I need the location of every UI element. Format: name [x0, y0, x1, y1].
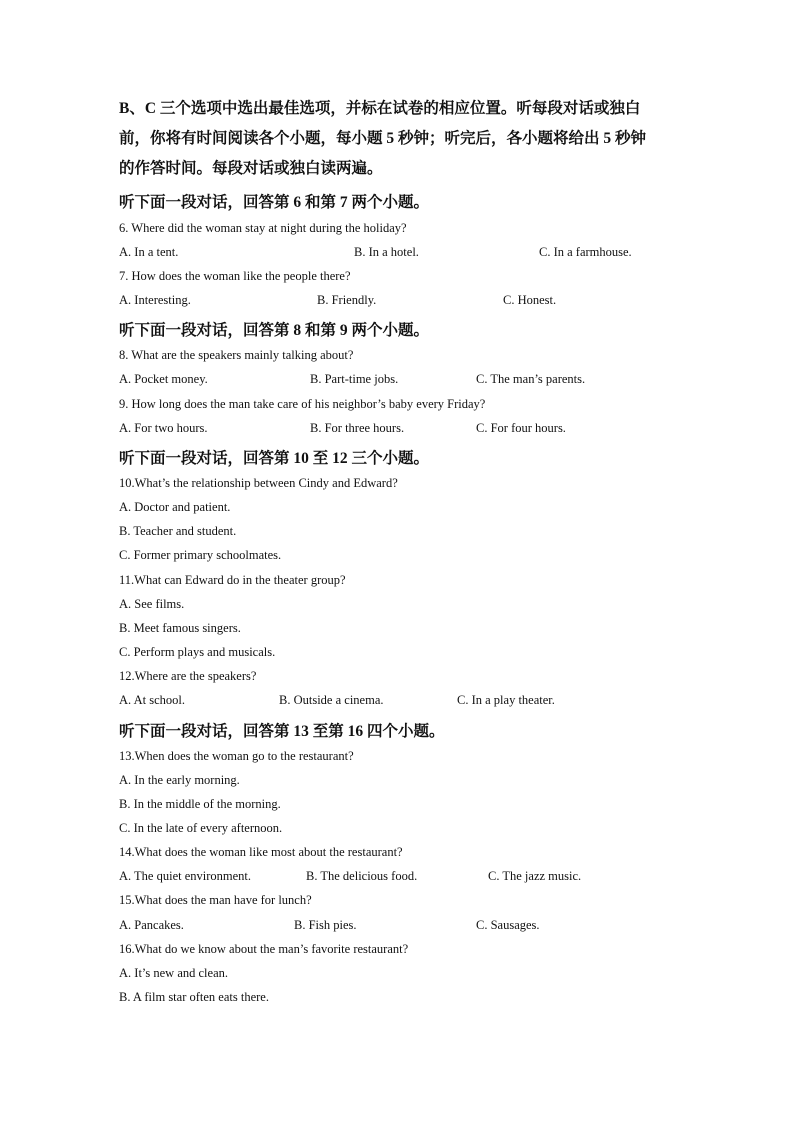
question-8-option-c: C. The man’s parents. [476, 372, 586, 386]
instructions-line-3: 的作答时间。每段对话或独白读两遍。 [119, 160, 383, 177]
question-12-option-a: A. At school. [119, 693, 185, 707]
question-12-stem: 12.Where are the speakers? [119, 669, 257, 683]
section-heading-8-9: 听下面一段对话，回答第 8 和第 9 两个小题。 [119, 322, 430, 339]
question-13-option-c: C. In the late of every afternoon. [119, 821, 283, 835]
question-7-option-b: B. Friendly. [317, 293, 377, 307]
question-9-stem: 9. How long does the man take care of his neighbor’s baby every Friday? [119, 397, 486, 411]
question-10-option-a: A. Doctor and patient. [119, 500, 231, 514]
question-8-option-b: B. Part-time jobs. [310, 372, 399, 386]
question-6-option-c: C. In a farmhouse. [539, 245, 632, 259]
question-16-option-a: A. It’s new and clean. [119, 966, 228, 980]
instructions [119, 94, 679, 184]
question-15-option-b: B. Fish pies. [294, 918, 357, 932]
question-15-option-a: A. Pancakes. [119, 918, 184, 932]
question-11-option-c: C. Perform plays and musicals. [119, 645, 276, 659]
question-14-option-c: C. The jazz music. [488, 869, 582, 883]
question-12-option-b: B. Outside a cinema. [279, 693, 384, 707]
question-16-option-b: B. A film star often eats there. [119, 990, 269, 1004]
question-9-option-b: B. For three hours. [310, 421, 405, 435]
question-8-stem: 8. What are the speakers mainly talking about? [119, 348, 354, 362]
question-9-option-a: A. For two hours. [119, 421, 208, 435]
question-6-option-a: A. In a tent. [119, 245, 179, 259]
section-heading-10-12: 听下面一段对话，回答第 10 至 12 三个小题。 [119, 450, 430, 467]
question-7-option-a: A. Interesting. [119, 293, 191, 307]
question-12-option-c: C. In a play theater. [457, 693, 555, 707]
question-9-option-c: C. For four hours. [476, 421, 566, 435]
question-8-option-a: A. Pocket money. [119, 372, 208, 386]
section-heading-13-16: 听下面一段对话，回答第 13 至第 16 四个小题。 [119, 723, 445, 740]
question-13-stem: 13.When does the woman go to the restaurant? [119, 749, 354, 763]
question-15-stem: 15.What does the man have for lunch? [119, 893, 312, 907]
question-14-option-b: B. The delicious food. [306, 869, 418, 883]
question-14-option-a: A. The quiet environment. [119, 869, 252, 883]
instructions-line-2: 前，你将有时间阅读各个小题，每小题 5 秒钟；听完后，各小题将给出 5 秒钟 [119, 130, 647, 147]
question-11-option-a: A. See films. [119, 597, 185, 611]
question-11-option-b: B. Meet famous singers. [119, 621, 241, 635]
question-7-stem: 7. How does the woman like the people there? [119, 269, 351, 283]
question-7-option-c: C. Honest. [503, 293, 557, 307]
question-10-stem: 10.What’s the relationship between Cindy and Edward? [119, 476, 398, 490]
question-6-stem: 6. Where did the woman stay at night during the holiday? [119, 221, 407, 235]
question-13-option-b: B. In the middle of the morning. [119, 797, 281, 811]
section-heading-6-7: 听下面一段对话，回答第 6 和第 7 两个小题。 [119, 194, 430, 211]
instructions-line-1: B、C 三个选项中选出最佳选项，并标在试卷的相应位置。听每段对话或独白 [119, 100, 641, 117]
question-10-option-b: B. Teacher and student. [119, 524, 237, 538]
question-11-stem: 11.What can Edward do in the theater group? [119, 573, 346, 587]
question-14-stem: 14.What does the woman like most about the restaurant? [119, 845, 403, 859]
question-15-option-c: C. Sausages. [476, 918, 540, 932]
question-6-option-b: B. In a hotel. [354, 245, 419, 259]
question-13-option-a: A. In the early morning. [119, 773, 240, 787]
question-16-stem: 16.What do we know about the man’s favorite restaurant? [119, 942, 409, 956]
question-10-option-c: C. Former primary schoolmates. [119, 548, 282, 562]
